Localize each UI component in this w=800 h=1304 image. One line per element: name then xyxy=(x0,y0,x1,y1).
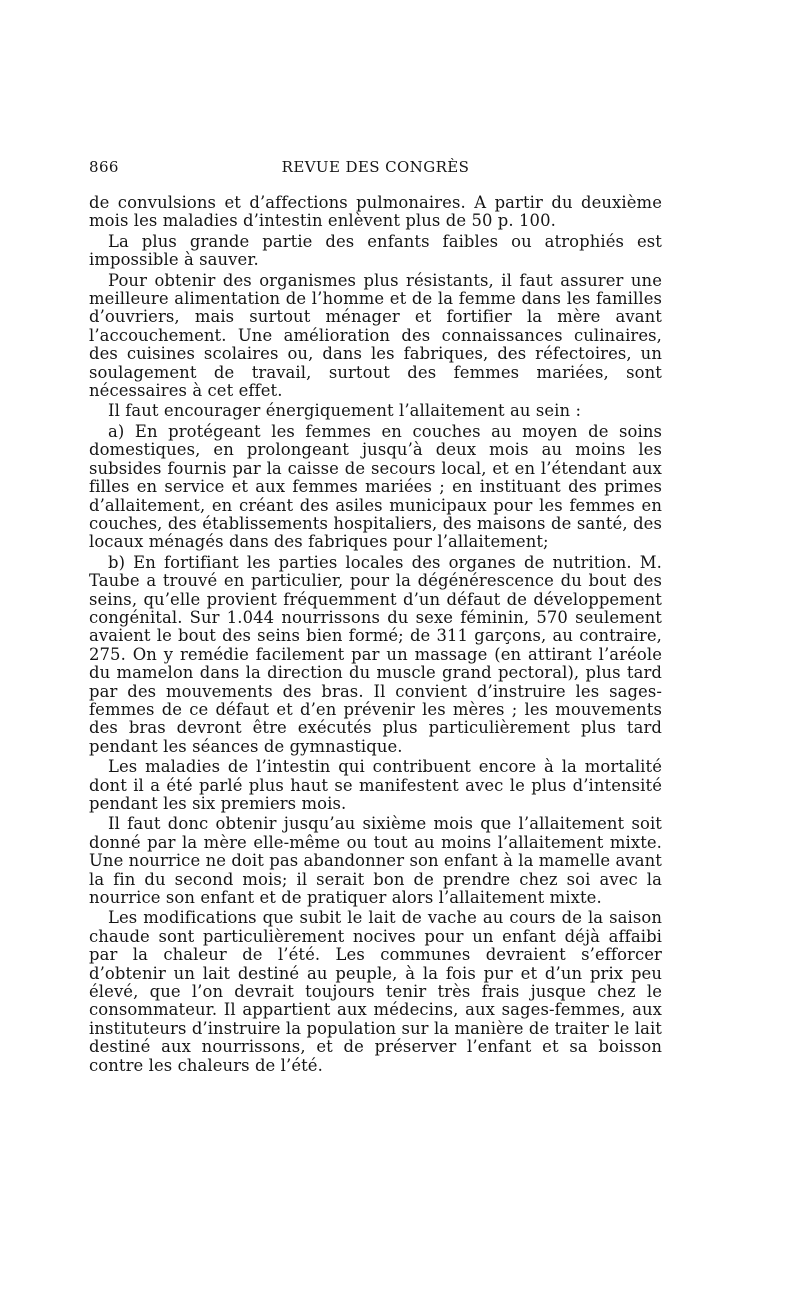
paragraph: La plus grande partie des enfants faibles ou atrophiés est impossible à sauver. xyxy=(89,231,662,270)
paragraph: Pour obtenir des organismes plus résistants, il faut assurer une meilleure alimentation de l’homme et de la femme dans les familles d’ouvriers, mais surtout ménager et fortifier la mère avant l’accouchement. Une amélioration des connaissances culinaires, des cuisines scolaires ou, dans les fabriques, des réfectoires, un soulagement de travail, surtout des femmes mariées, sont nécessaires à cet effet. xyxy=(89,270,662,401)
running-title: REVUE DES CONGRÈS xyxy=(281,158,470,176)
paragraph: de convulsions et d’affections pulmonaires. A partir du deuxième mois les maladies d’intestin enlèvent plus de 50 p. 100. xyxy=(89,193,662,231)
paragraph: b) En fortifiant les parties locales des organes de nutrition. M. Taube a trouvé en particulier, pour la dégénérescence du bout des seins, qu’elle provient fréquemment d’un défaut de développement congénital. Sur 1.044 nourrissons du sexe féminin, 570 seulement avaient le bout des seins bien formé; de 311 garçons, au contraire, 275. On y remédie facilement par un massage (en attirant l’aréole du mamelon dans la direction du muscle grand pectoral), plus tard par des mouvements des bras. Il convient d’instruire les sages-femmes de ce défaut et d’en prévenir les mères ; les mouvements des bras devront être exécutés plus particulièrement plus tard pendant les séances de gymnastique. xyxy=(89,552,662,756)
paragraph: Il faut encourager énergiquement l’allaitement au sein : xyxy=(108,401,582,421)
paragraph: a) En protégeant les femmes en couches au moyen de soins domestiques, en prolongeant jusqu’à deux mois au moins les subsides fournis par la caisse de secours local, et en l’étendant aux filles en service et aux femmes mariées ; en instituant des primes d’allaitement, en créant des asiles municipaux pour les femmes en couches, des établissements hospitaliers, des maisons de santé, des locaux ménagés dans des fabriques pour l’allaitement; xyxy=(89,421,662,552)
paragraph: Les maladies de l’intestin qui contribuent encore à la mortalité dont il a été parlé plus haut se manifestent avec le plus d’intensité pendant les six premiers mois. xyxy=(89,757,662,813)
page-header xyxy=(89,156,662,182)
body-text xyxy=(89,194,662,1077)
paragraph: Les modifications que subit le lait de vache au cours de la saison chaude sont particulièrement nocives pour un enfant déjà affaibi par la chaleur de l’été. Les communes devraient s’efforcer d’obtenir un lait destiné au peuple, à la fois pur et d’un prix peu élevé, que l’on devrait toujours tenir très frais jusque chez le consommateur. Il appartient aux médecins, aux sages-femmes, aux instituteurs d’instruire la population sur la manière de traiter le lait destiné aux nourrissons, et de préserver l’enfant et sa boisson contre les chaleurs de l’été. xyxy=(89,908,662,1075)
page-number: 866 xyxy=(89,158,119,176)
paragraph: Il faut donc obtenir jusqu’au sixième mois que l’allaitement soit donné par la mère elle-même ou tout au moins l’allaitement mixte. Une nourrice ne doit pas abandonner son enfant à la mamelle avant la fin du second mois; il serait bon de prendre chez soi avec la nourrice son enfant et de pratiquer alors l’allaitement mixte. xyxy=(89,814,662,908)
